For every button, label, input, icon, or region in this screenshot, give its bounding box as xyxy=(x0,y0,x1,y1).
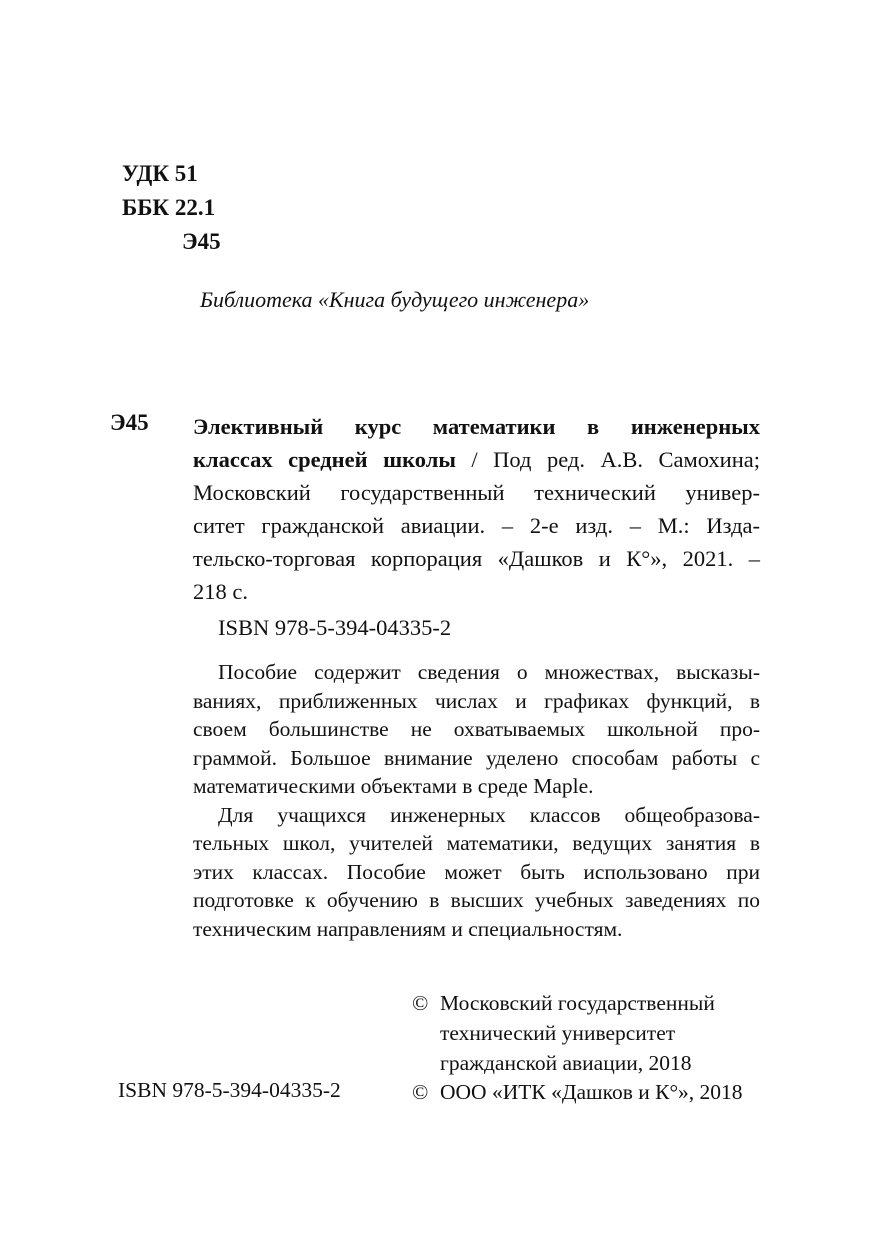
entry-publisher-line: тельско-торговая корпорация «Дашков и К°», 2021. – xyxy=(193,546,760,571)
entry-editor: / Под ред. А.В. Самохина; xyxy=(455,447,760,472)
copyright-holder-2: ООО «ИТК «Дашков и К°», 2018 xyxy=(440,1080,743,1104)
annotation-line: этих классах. Пособие может быть использовано при xyxy=(193,859,760,884)
annotation-line: Пособие содержит сведения о множествах, высказы- xyxy=(218,660,760,684)
entry-title-line-2 xyxy=(193,443,760,476)
annotation-line: техническим направлениям и специальностям. xyxy=(193,916,623,941)
udk-code: УДК 51 xyxy=(122,161,198,186)
copyright-line: Московский государственный xyxy=(440,991,715,1015)
entry-title-line: Элективный курс математики в инженерных xyxy=(193,414,760,439)
annotation-line: подготовке к обучению в высших учебных заведениях по xyxy=(193,888,760,912)
isbn: ISBN 978-5-394-04335-2 xyxy=(218,615,452,640)
annotation-line: ваниях, приближенных числах и графиках функций, в xyxy=(193,688,760,713)
series-title: Библиотека «Книга будущего инженера» xyxy=(200,287,590,312)
copyright-symbol: © xyxy=(412,991,429,1015)
author-mark: Э45 xyxy=(182,229,221,254)
annotation-line: Для учащихся инженерных классов общеобразова- xyxy=(218,802,760,827)
bbk-code: ББК 22.1 xyxy=(122,195,216,220)
annotation-line: тельных школ, учителей математики, ведущих занятия в xyxy=(193,831,760,855)
copyright-holder-1 xyxy=(440,988,715,1078)
entry-title-bold: классах средней школы xyxy=(193,447,456,472)
annotation-line: граммой. Большое внимание уделено способам работы с xyxy=(193,745,760,770)
entry-pages: 218 с. xyxy=(193,579,248,604)
bibliographic-entry xyxy=(193,410,760,608)
entry-publisher-line: Московский государственный технический универ- xyxy=(193,480,760,505)
copyright-line: гражданской авиации, 2018 xyxy=(440,1051,692,1075)
entry-publisher-line: ситет гражданской авиации. – 2-е изд. – М.: Изда- xyxy=(193,513,760,538)
annotation xyxy=(193,658,760,943)
annotation-line: математическими объектами в среде Maple. xyxy=(193,774,594,798)
isbn-bottom: ISBN 978-5-394-04335-2 xyxy=(118,1078,341,1102)
copyright-line: технический университет xyxy=(440,1021,676,1045)
annotation-line: своем большинстве не охватываемых школьной про- xyxy=(193,717,760,741)
copyright-symbol: © xyxy=(412,1080,429,1104)
entry-author-mark: Э45 xyxy=(110,410,149,435)
